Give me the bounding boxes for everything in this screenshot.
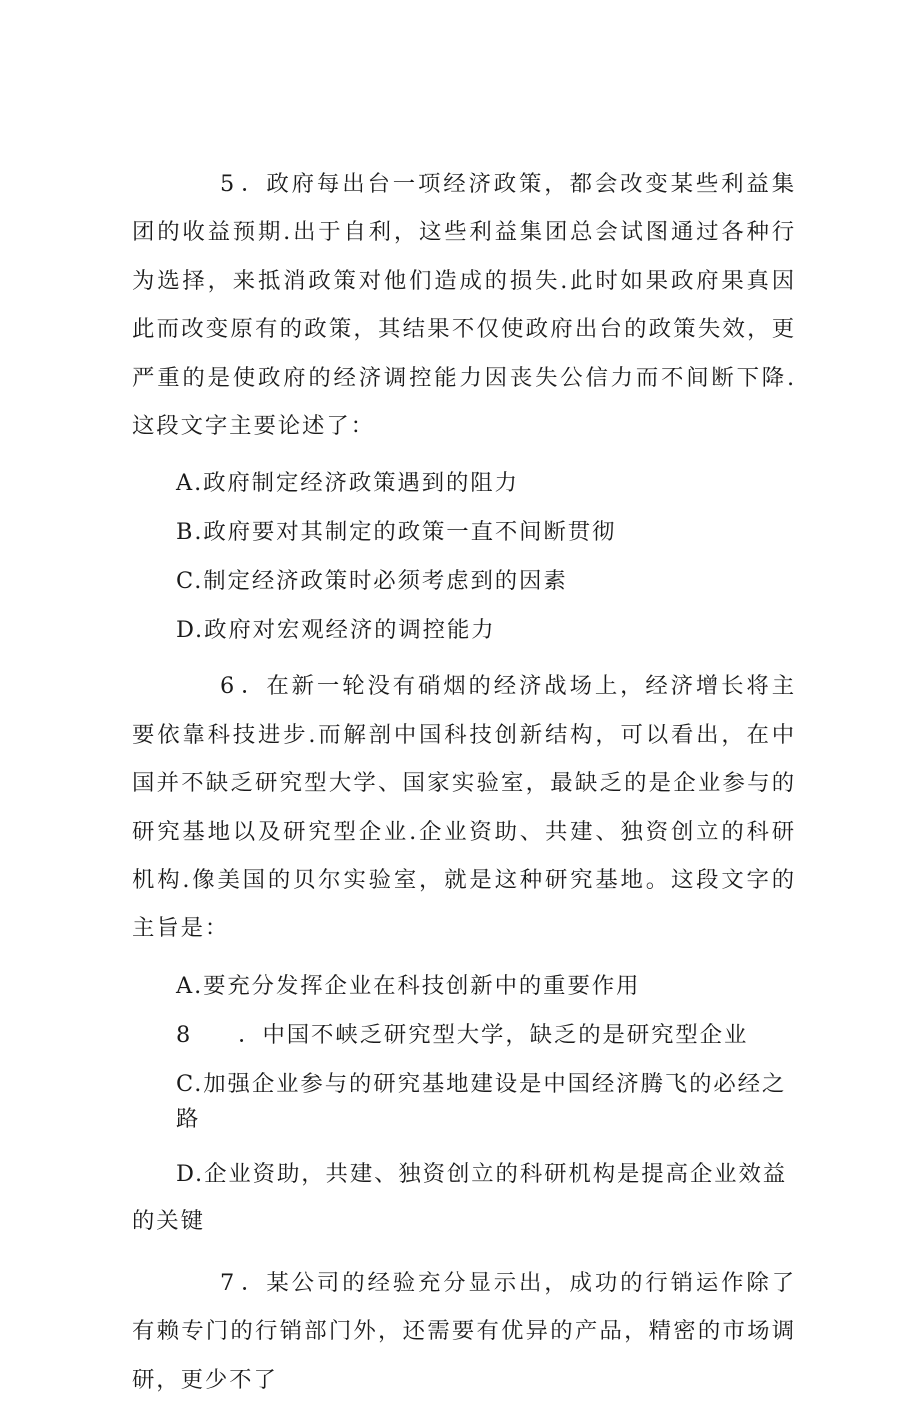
question-6-option-a: A.要充分发挥企业在科技创新中的重要作用 xyxy=(176,972,641,999)
question-5-option-d: D.政府对宏观经济的调控能力 xyxy=(176,617,496,644)
question-5-stem xyxy=(132,160,796,450)
question-6-option-d: D.企业资助，共建、独资创立的科研机构是提高企业效益的关键 xyxy=(132,1160,788,1234)
question-text: ．政府每出台一项经济政策，都会改变某些利益集团的收益预期.出于自利，这些利益集团总会试图通过各种行为选择，来抵消政策对他们造成的损失.此时如果政府果真因此而改变原有的政策，其结果不仅使政府出台的政策失效，更严重的是使政府的经济调控能力因丧失公信力而不间断下降.这段文字主要论述了： xyxy=(132,171,796,440)
question-text: ．某公司的经验充分显示出，成功的行销运作除了有赖专门的行销部门外，还需要有优异的产品，精密的市场调研，更少不了 xyxy=(132,1269,796,1393)
question-7-stem xyxy=(132,1259,796,1404)
question-number: 7 xyxy=(220,1269,237,1296)
question-number: 5 xyxy=(220,171,237,197)
document-body xyxy=(132,160,796,1420)
question-5-option-a: A.政府制定经济政策遇到的阻力 xyxy=(176,470,519,497)
question-6-option-c: C.加强企业参与的研究基地建设是中国经济腾飞的必经之路 xyxy=(176,1070,787,1132)
question-5-option-c: C.制定经济政策时必须考虑到的因素 xyxy=(176,568,568,595)
question-6-stem xyxy=(132,662,796,952)
question-5-option-b: B.政府要对其制定的政策一直不间断贯彻 xyxy=(176,519,617,546)
question-number: 6 xyxy=(220,673,237,700)
option-b-number: 8 xyxy=(176,1021,193,1048)
option-b-text: ．中国不峡乏研究型大学，缺乏的是研究型企业 xyxy=(238,1021,749,1048)
question-text: ．在新一轮没有硝烟的经济战场上，经济增长将主要依靠科技进步.而解剖中国科技创新结构，可以看出，在中国并不缺乏研究型大学、国家实验室，最缺乏的是企业参与的研究基地以及研究型企业.企业资助、共建、独资创立的科研机构.像美国的贝尔实验室，就是这种研究基地。这段文字的主旨是： xyxy=(132,673,796,942)
question-6-option-b xyxy=(132,1018,796,1053)
